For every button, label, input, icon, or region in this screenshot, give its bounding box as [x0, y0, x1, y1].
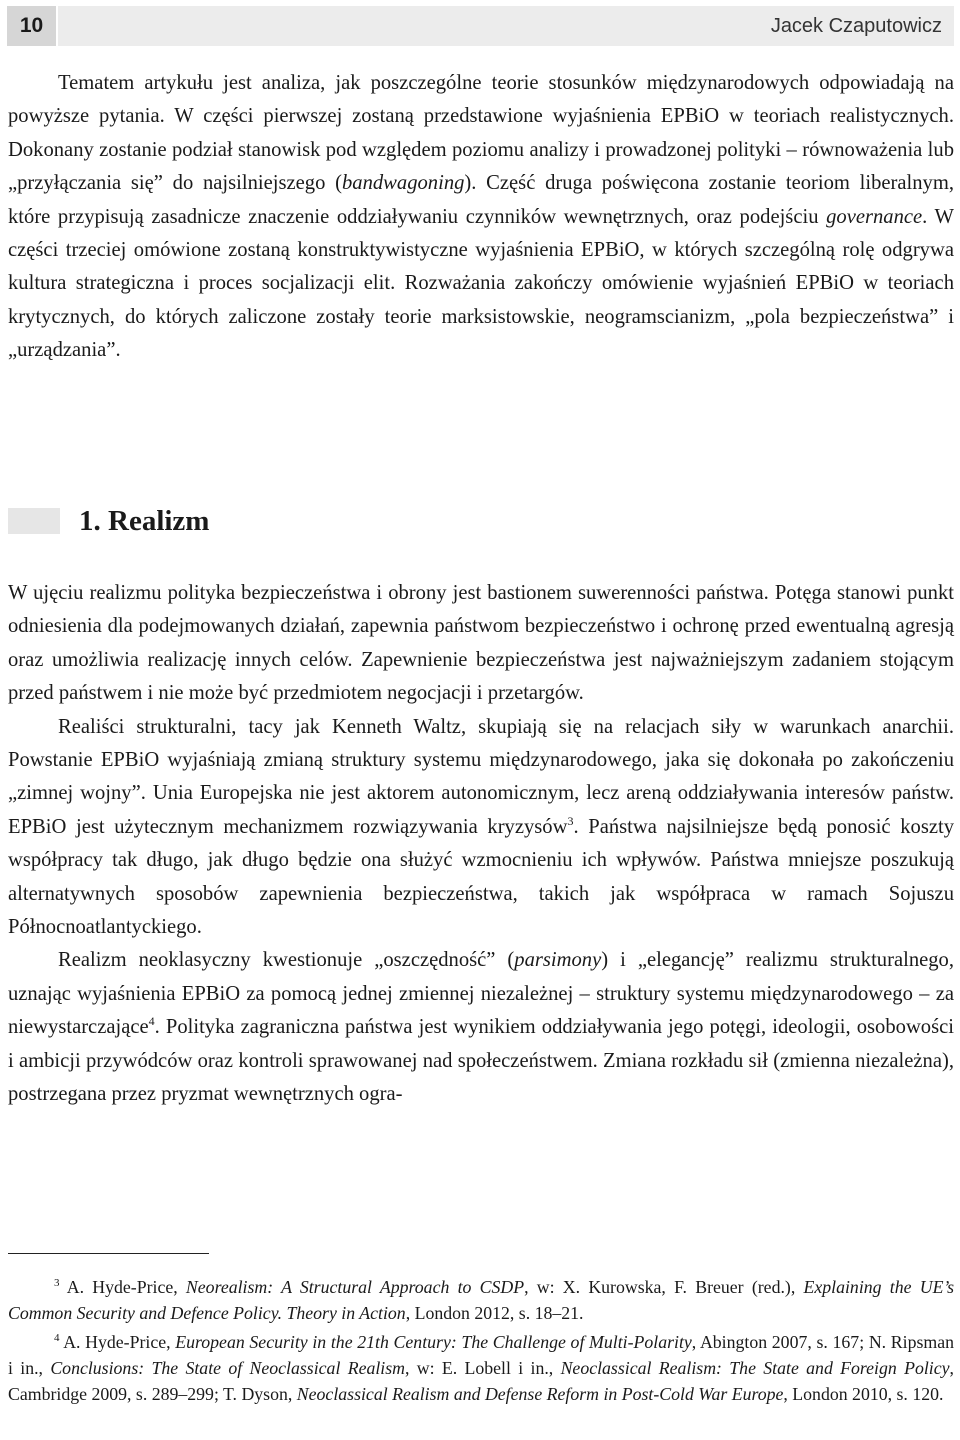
body-paragraph-3 — [8, 944, 954, 1111]
text-run: . Państwa najsilniejsze będą ponosić koszty współpracy tak długo, jak długo będzie ona służyć wzmocnieniu ich wpływów. Państwa mniejsze poszukują alternatywnych sposobów zapewnienia bezpieczeństwa, takich jak współpraca w ramach Sojuszu Północnoatlantyckiego. — [8, 815, 954, 939]
text-run: , London 2010, s. 120. — [783, 1384, 944, 1405]
text-run: , London 2012, s. 18–21. — [405, 1303, 584, 1324]
section-title: 1. Realizm — [79, 505, 210, 537]
running-author: Jacek Czaputowicz — [770, 14, 942, 37]
footnote-4 — [8, 1329, 954, 1408]
italic-run: Neorealism: A Structural Approach to CSDP — [185, 1277, 525, 1297]
text-run: . W części trzeciej omówione zostaną konstruktywistyczne wyjaśnienia EPBiO, w których szczególną rolę odgrywa kultura strategiczna i proces socjalizacji elit. Rozważania zakończy omówienie wyjaśnień EPBiO w teoriach krytycznych, do których zaliczone zostały teorie marksistowskie, neogramscianizm, „pola bezpieczeństwa” i „urządzania”. — [8, 205, 954, 362]
italic-run: European Security in the 21th Century: The Challenge of Multi-Polarity — [175, 1331, 692, 1352]
footnote-separator — [8, 1253, 209, 1254]
italic-run: Neoclassical Realism and Defense Reform in Post-Cold War Europe — [296, 1384, 784, 1405]
text-run: W ujęciu realizmu polityka bezpieczeństwa i obrony jest bastionem suwerenności państwa. Potęga stanowi punkt odniesienia dla podejmowanych działań, zapewnia państwom bezpieczeństwo i ochronę przed ewentualną agresją oraz umożliwia realizację innych celów. Zapewnienie bezpieczeństwa jest najważniejszym zadaniem stojącym przed państwem i nie może być przedmiotem negocjacji i przetargów. — [8, 582, 954, 705]
italic-run: governance — [826, 205, 923, 228]
text-run: Tematem artykułu jest analiza, jak poszczególne teorie stosunków międzynarodowych odpowiadają na powyższe pytania. W części pierwszej zostaną przedstawione wyjaśnienia EPBiO w teoriach realistycznych. Dokonany zostanie podział stanowisk pod względem poziomu analizy i prowadzonej polityki – równoważenia lub „przyłączania się” do najsilniejszego ( — [8, 72, 954, 195]
text-run: A. Hyde-Price, — [59, 1331, 176, 1352]
body-paragraph-2 — [8, 711, 954, 945]
intro-paragraph — [8, 67, 954, 368]
footnote-ref: 4 — [54, 1331, 60, 1344]
page-number: 10 — [7, 6, 56, 46]
text-run: , Cambridge 2009, s. 289–299; T. Dyson, — [8, 1357, 954, 1405]
footnote-ref: 4 — [148, 1014, 155, 1029]
footnotes — [8, 1274, 954, 1409]
text-run: . Polityka zagraniczna państwa jest wynikiem oddziaływania jego potęgi, ideologii, osobowości i ambicji przywódców oraz kontroli sprawowanej nad społeczeństwem. Zmiana rozkładu sił (zmienna niezależna), postrzegana przez pryzmat wewnętrznych ogra- — [8, 1016, 954, 1106]
text-run: ). Część druga poświęcona zostanie teoriom liberalnym, które przypisują zasadnicze znaczenie oddziaływaniu czynników wewnętrznych, oraz podejściu — [8, 172, 955, 228]
italic-run: Neoclassical Realism: The State and Foreign Policy — [560, 1357, 950, 1378]
section-marker — [8, 508, 60, 534]
text-run: , w: X. Kurowska, F. Breuer (red.), — [524, 1277, 804, 1297]
text-run: , w: E. Lobell i in., — [405, 1357, 561, 1378]
text-run: A. Hyde-Price, — [59, 1277, 186, 1297]
italic-run: Conclusions: The State of Neoclassical Realism — [50, 1357, 405, 1378]
text-run: Realiści strukturalni, tacy jak Kenneth Waltz, skupiają się na relacjach siły w warunkach anarchii. Powstanie EPBiO wyjaśniają zmianą struktury systemu międzynarodowego, jaka się dokonała po zakończeniu „zimnej wojny”. Unia Europejska nie jest aktorem autonomicznym, lecz areną oddziaływania interesów państw. EPBiO jest użytecznym mechanizmem rozwiązywania kryzysów — [8, 715, 954, 838]
text-run: , Abington 2007, s. 167; N. Ripsman i in., — [8, 1331, 955, 1378]
footnote-3 — [8, 1274, 954, 1327]
text-run: Realizm neoklasyczny kwestionuje „oszczędność” ( — [58, 949, 515, 972]
italic-run: Explaining the UE’s Common Security and Defence Policy. Theory in Action — [8, 1277, 954, 1324]
italic-run: parsimony — [514, 949, 602, 972]
running-header — [7, 6, 954, 46]
footnote-ref: 3 — [54, 1277, 60, 1290]
header-bar — [58, 6, 954, 46]
intro-section — [8, 67, 954, 368]
footnote-ref: 3 — [567, 813, 574, 828]
text-run: ) i „elegancję” realizmu strukturalnego, uznając wyjaśnienia EPBiO za pomocą jednej zmiennej niezależnej – struktury systemu międzynarodowego – za niewystarczające — [8, 949, 955, 1039]
body-text — [8, 577, 954, 1112]
italic-run: bandwagoning — [341, 172, 465, 195]
body-paragraph-1 — [8, 577, 954, 711]
